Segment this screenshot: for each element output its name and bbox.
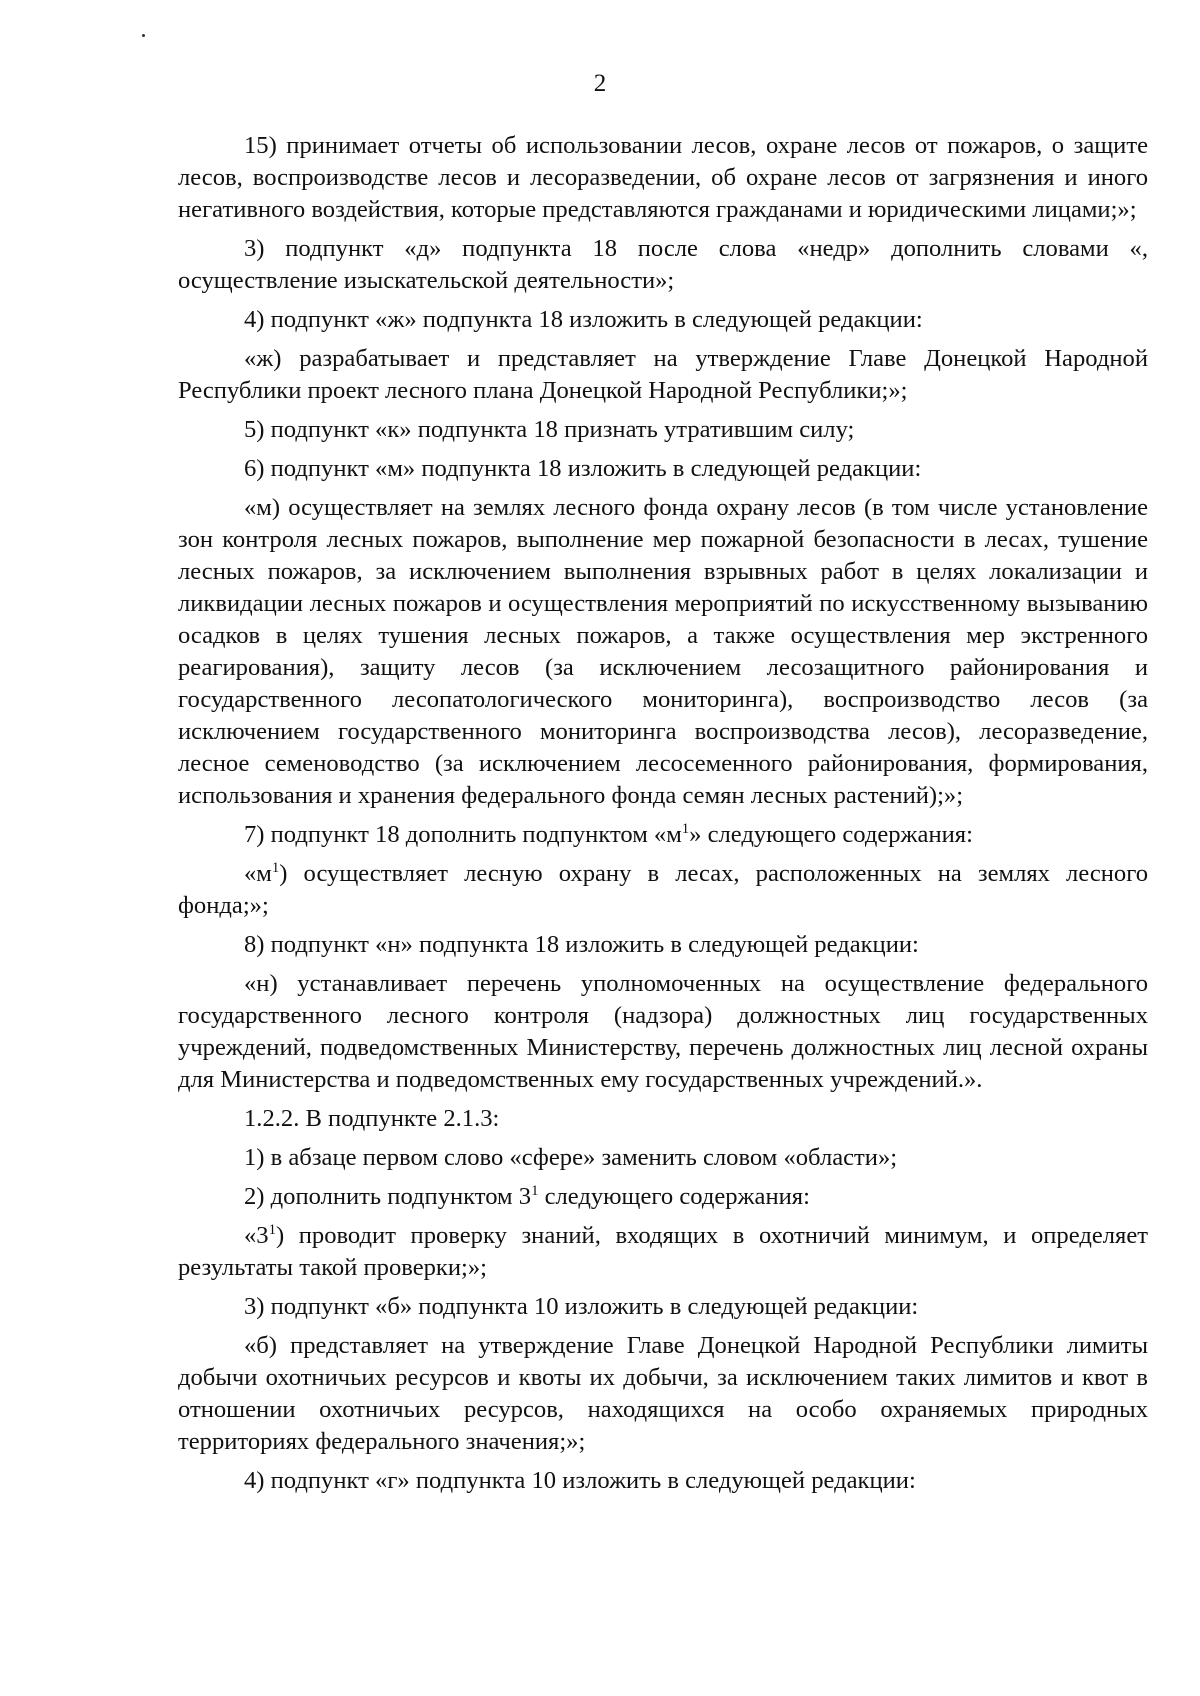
paragraph-amendment-6: 6) подпункт «м» подпункта 18 изложить в следующей редакции: [244, 455, 922, 482]
paragraph-amendment-3b: 3) подпункт «б» подпункта 10 изложить в следующей редакции: [244, 1293, 919, 1320]
paragraph-amendment-1: 1) в абзаце первом слово «сфере» заменить словом «области»; [244, 1144, 898, 1171]
paragraph-amendment-5: 5) подпункт «к» подпункта 18 признать утратившим силу; [244, 416, 855, 443]
paragraph-subitem-zh: «ж) разрабатывает и представляет на утверждение Главе Донецкой Народной Республики проект лесного плана Донецкой Народной Республики;»; [178, 345, 1148, 404]
paragraph-subitem-n: «н) устанавливает перечень уполномоченных на осуществление федерального государственного лесного контроля (надзора) должностных лиц государственных учреждений, подведомственных Министерству, перечень должностных лиц лесной охраны для Министерства и подведомственных ему государственных учреждений.». [178, 970, 1148, 1093]
paragraph-subitem-b: «б) представляет на утверждение Главе Донецкой Народной Республики лимиты добычи охотничьих ресурсов и квоты их добычи, за исключением таких лимитов и квот в отношении охотничьих ресурсов, находящихся на особо охраняемых природных территориях федерального значения;»; [178, 1332, 1148, 1455]
document-body [178, 130, 1148, 1504]
paragraph-amendment-4g: 4) подпункт «г» подпункта 10 изложить в следующей редакции: [244, 1467, 916, 1494]
paragraph-subitem-3-1: «$3^1$) проводит проверку знаний, входящих в охотничий минимум, и определяет результаты такой проверки;»; [178, 1221, 1148, 1281]
paragraph-subitem-m1: «$м^1$) осуществляет лесную охрану в лесах, расположенных на землях лесного фонда;»; [178, 859, 1148, 919]
scan-speck [142, 34, 145, 37]
paragraph-amendment-8: 8) подпункт «н» подпункта 18 изложить в следующей редакции: [244, 931, 919, 958]
page-number: 2 [593, 70, 607, 97]
paragraph-subitem-m: «м) осуществляет на землях лесного фонда охрану лесов (в том числе установление зон контроля лесных пожаров, выполнение мер пожарной безопасности в лесах, тушение лесных пожаров, за исключением выполнения взрывных работ в целях локализации и ликвидации лесных пожаров и осуществления мероприятий по искусственному вызыванию осадков в целях тушения лесных пожаров, а также осуществления мер экстренного реагирования), защиту лесов (за исключением лесозащитного районирования и государственного лесопатологического мониторинга), воспроизводство лесов (за исключением государственного мониторинга воспроизводства лесов), лесоразведение, лесное семеноводство (за исключением лесосеменного районирования, формирования, использования и хранения федерального фонда семян лесных растений);»; [178, 494, 1148, 809]
paragraph-amendment-2: 2) дополнить подпунктом $3^1$ следующего содержания: [244, 1182, 810, 1210]
paragraph-amendment-3: 3) подпункт «д» подпункта 18 после слова «недр» дополнить словами «, осуществление изыскательской деятельности»; [178, 235, 1148, 294]
paragraph-amendment-7: 7) подпункт 18 дополнить подпунктом «$м^1$» следующего содержания: [244, 820, 973, 848]
paragraph-section-1-2-2: 1.2.2. В подпункте 2.1.3: [244, 1105, 500, 1132]
paragraph-item-15: 15) принимает отчеты об использовании лесов, охране лесов от пожаров, о защите лесов, воспроизводстве лесов и лесоразведении, об охране лесов от загрязнения и иного негативного воздействия, которые представляются гражданами и юридическими лицами;»; [178, 132, 1148, 223]
paragraph-amendment-4: 4) подпункт «ж» подпункта 18 изложить в следующей редакции: [244, 306, 923, 333]
